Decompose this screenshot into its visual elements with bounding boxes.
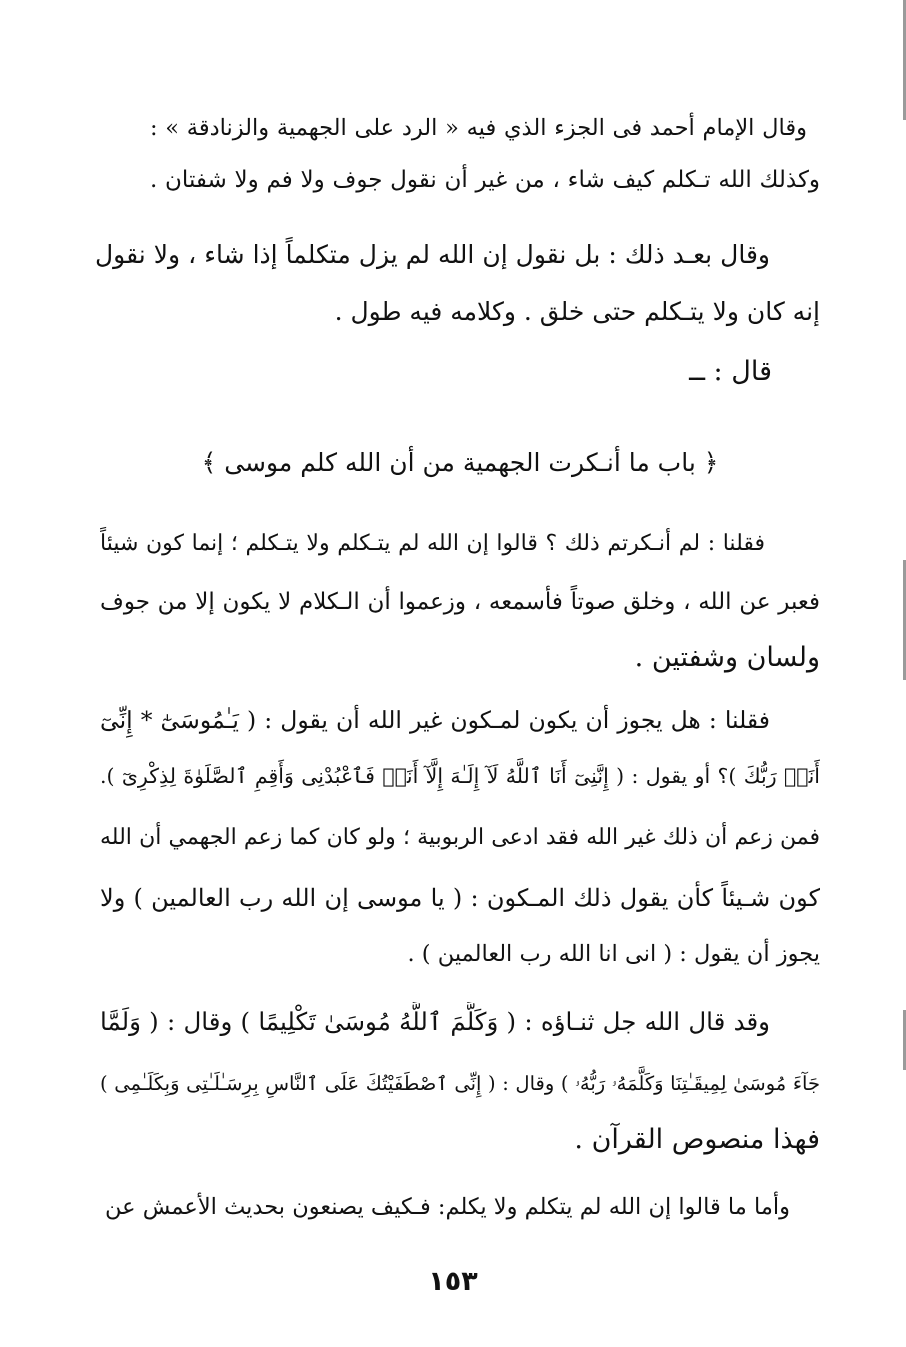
text-line: وقال الإمام أحمد فى الجزء الذي فيه « الرد على الجهمية والزنادقة » : bbox=[150, 115, 807, 141]
text-line: ولسان وشفتين . bbox=[634, 642, 820, 673]
text-line: فقلنا : لم أنـكرتم ذلك ؟ قالوا إن الله لم يتـكلم ولا يتـكلم ؛ إنما كون شيئاً bbox=[100, 531, 765, 556]
text-line: فهذا منصوص القرآن . bbox=[574, 1124, 820, 1155]
text-line: كون شـيئاً كأن يقول ذلك المـكون : ( يا موسى إن الله رب العالمين ) ولا bbox=[100, 884, 820, 912]
text-line: قال : ــ bbox=[689, 356, 772, 387]
text-line: فمن زعم أن ذلك غير الله فقد ادعى الربوبية ؛ ولو كان كما زعم الجهمي أن الله bbox=[100, 825, 820, 850]
text-line: وأما ما قالوا إن الله لم يتكلم ولا يكلم: فـكيف يصنعون بحديث الأعمش عن bbox=[105, 1194, 790, 1220]
text-line: وقال بعـد ذلك : بل نقول إن الله لم يزل متكلماً إذا شاء ، ولا نقول bbox=[95, 240, 770, 269]
text-line: إنه كان ولا يتـكلم حتى خلق . وكلامه فيه طول . bbox=[334, 297, 820, 326]
text-line: وكذلك الله تـكلم كيف شاء ، من غير أن نقول جوف ولا فم ولا شفتان . bbox=[150, 167, 820, 193]
text-line: أَنَا۠ رَبُّكَ )؟ أو يقول : ( إِنَّنِىٓ أَنَا ٱللَّهُ لَآ إِلَـٰهَ إِلَّآ أَنَا۠ فَٱعْبُدْنِى وَأَقِمِ ٱلصَّلَوٰةَ لِذِكْرِىٓ ). bbox=[100, 764, 820, 788]
text-line: وقد قال الله جل ثنـاؤه : ( وَكَلَّمَ ٱللَّهُ مُوسَىٰ تَكْلِيمًا ) وقال : ( وَلَمَّا bbox=[100, 1007, 770, 1036]
text-line: فعبر عن الله ، وخلق صوتاً فأسمعه ، وزعموا أن الـكلام لا يكون إلا من جوف bbox=[100, 589, 820, 615]
text-line: فقلنا : هل يجوز أن يكون لمـكون غير الله أن يقول : ( يَـٰمُوسَىٰٓ * إِنِّىٓ bbox=[100, 706, 770, 734]
chapter-heading: ﴿ باب ما أنـكرت الجهمية من أن الله كلم موسى ﴾ bbox=[201, 448, 719, 477]
text-line: جَآءَ مُوسَىٰ لِمِيقَـٰتِنَا وَكَلَّمَهُۥ رَبُّهُۥ ) وقال : ( إِنِّى ٱصْطَفَيْتُكَ عَلَى ٱلنَّاسِ بِرِسَـٰلَـٰتِى وَبِكَلَـٰمِى ) bbox=[100, 1072, 820, 1095]
text-line: يجوز أن يقول : ( انى انا الله رب العالمين ) . bbox=[407, 941, 820, 967]
page-number: ١٥٣ bbox=[428, 1266, 478, 1297]
